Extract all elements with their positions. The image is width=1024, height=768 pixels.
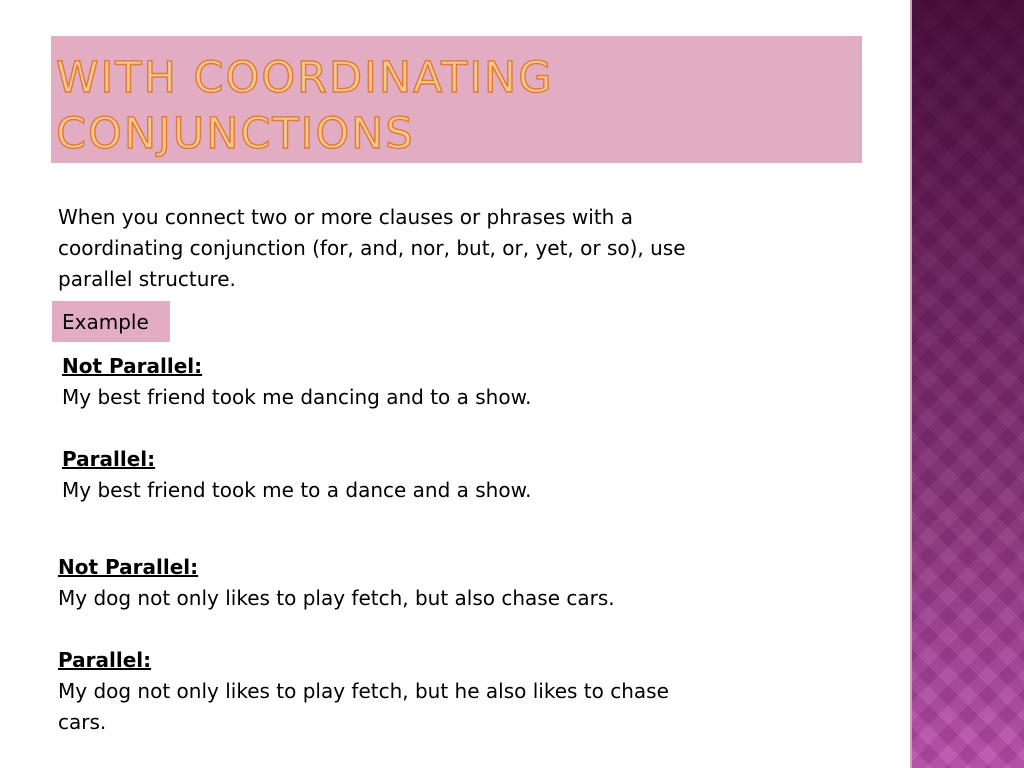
example-1 — [62, 351, 822, 506]
decorative-side-band — [912, 0, 1024, 768]
intro-paragraph: When you connect two or more clauses or phrases with a coordinating conjunction (for, and, nor, but, or, yet, or so), use parallel structure. — [58, 205, 686, 291]
parallel-label: Parallel: — [58, 648, 152, 672]
not-parallel-sentence: My best friend took me dancing and to a show. — [62, 385, 532, 409]
slide-title-line-2: CONJUNCTIONS — [56, 109, 415, 159]
parallel-sentence: My best friend took me to a dance and a show. — [62, 478, 532, 502]
not-parallel-label: Not Parallel: — [62, 354, 203, 378]
spacer — [62, 413, 822, 444]
slide-title — [56, 50, 856, 162]
example-2 — [58, 552, 718, 738]
parallel-sentence: My dog not only likes to play fetch, but he also likes to chase cars. — [58, 679, 669, 734]
example-label: Example — [62, 310, 149, 334]
not-parallel-sentence: My dog not only likes to play fetch, but also chase cars. — [58, 586, 615, 610]
spacer — [58, 614, 718, 645]
slide-title-line-1: WITH COORDINATING — [56, 53, 554, 103]
not-parallel-label: Not Parallel: — [58, 555, 199, 579]
parallel-label: Parallel: — [62, 447, 156, 471]
